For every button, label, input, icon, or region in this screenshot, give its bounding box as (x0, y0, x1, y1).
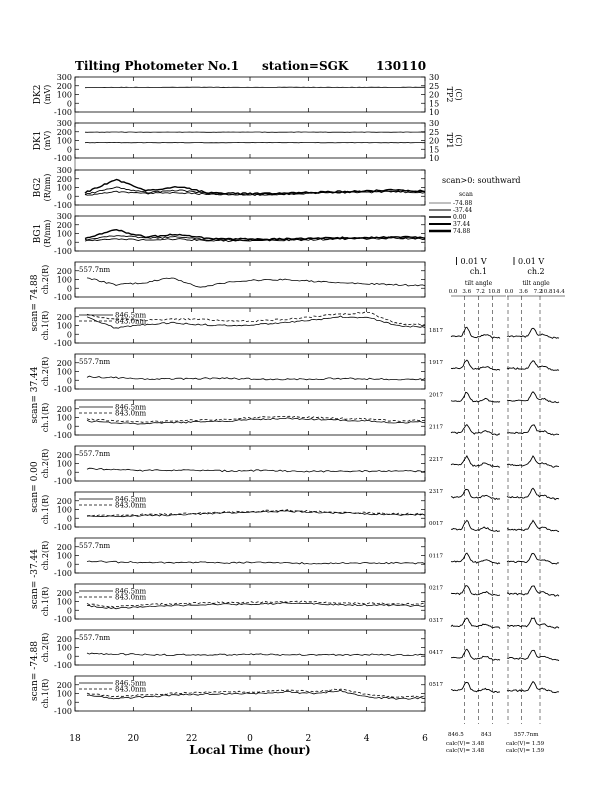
panel-frame (75, 77, 425, 112)
chart-title: Tilting Photometer No.1 (75, 59, 240, 73)
series-line (87, 561, 425, 564)
y-tick-label: 0 (66, 99, 72, 109)
scan-time-label: 2017 (429, 392, 443, 399)
y-tick-label: -100 (54, 108, 72, 117)
legend-label: 846.5nm (115, 495, 147, 504)
scan-profile-line (451, 456, 500, 467)
panel-s5_ch2 (30, 630, 425, 701)
y-axis-label: ch.2(R) (41, 356, 50, 387)
panel-bg1 (33, 212, 425, 256)
calc-value-label: calc(V)= 1.59 (506, 748, 545, 754)
y-tick-label: 200 (56, 588, 72, 598)
y-tick-label: 200 (56, 312, 72, 322)
y-tick-label: 100 (56, 459, 72, 469)
y-axis-label: ch.1(R) (41, 494, 50, 525)
right-axis-unit: (C) (454, 88, 463, 101)
y-tick-label: 200 (56, 81, 72, 91)
panel-frame (75, 354, 425, 389)
y-axis-unit: (R/nm) (43, 173, 52, 202)
y-tick-label: 200 (56, 450, 72, 460)
right-tick-label: 10 (429, 108, 440, 117)
panel-s3_ch1 (41, 492, 425, 532)
y-tick-label: 100 (56, 183, 72, 193)
series-line (85, 87, 425, 88)
y-tick-label: 0 (66, 652, 72, 662)
x-tick-label: 2 (305, 734, 312, 744)
series-line (85, 187, 425, 195)
scan-group-label: scan= -37.44 (30, 548, 40, 610)
scan-group-label: scan= 74.88 (30, 274, 40, 332)
scan-profile-line (507, 328, 559, 338)
panel-frame (75, 170, 425, 205)
y-axis-label: ch.2(R) (41, 448, 50, 479)
y-tick-label: 100 (56, 367, 72, 377)
scan-time-label: 0217 (429, 585, 443, 592)
scan-time-label: 0017 (429, 521, 443, 528)
scan-profile-line (451, 425, 500, 435)
y-tick-label: 200 (56, 266, 72, 276)
y-tick-label: -100 (54, 154, 72, 163)
right-axis-label: TP2 (445, 86, 454, 103)
scan-profile-line (451, 553, 500, 564)
channel-name: ch.2 (527, 267, 545, 276)
y-tick-label: 100 (56, 505, 72, 515)
y-tick-label: 0 (66, 422, 72, 432)
right-tick-label: 25 (429, 127, 440, 137)
bottom-wavelength-label: 843 (481, 732, 492, 738)
x-tick-label: 6 (422, 734, 428, 744)
series-line (85, 142, 425, 143)
right-tick-label: 25 (429, 81, 440, 91)
y-tick-label: 300 (56, 73, 72, 82)
legend-label: 846.5nm (115, 587, 147, 596)
y-tick-label: 0 (66, 560, 72, 570)
tilt-tick-label: 3.6 (462, 289, 472, 295)
scan-profile-line (451, 489, 500, 499)
right-axis-label: TP1 (445, 132, 454, 149)
y-tick-label: 0 (66, 330, 72, 340)
y-tick-label: -100 (54, 293, 72, 302)
legend-label: 843.0nm (115, 593, 147, 602)
scan-profile-line (507, 586, 559, 596)
y-tick-label: -100 (54, 707, 72, 716)
y-tick-label: 200 (56, 680, 72, 690)
panel-frame (75, 446, 425, 481)
y-tick-label: -100 (54, 523, 72, 532)
panel-s1_ch1 (41, 308, 425, 348)
y-axis-unit: (R/nm) (43, 219, 52, 248)
scan-time-label: 2217 (429, 456, 443, 463)
y-tick-label: 0 (66, 514, 72, 524)
scan-legend-label: 0.00 (453, 214, 467, 221)
calc-value-label: calc(V)= 3.48 (446, 748, 485, 754)
scan-profile-line (507, 392, 559, 403)
y-tick-label: 300 (56, 119, 72, 128)
series-line (87, 376, 425, 380)
scan-time-label: 1817 (429, 328, 443, 334)
scan-group-label: scan= 0.00 (30, 461, 40, 513)
scan-time-label: 0417 (429, 650, 443, 656)
tilt-angle-label: tilt angle (464, 280, 493, 287)
y-axis-label: ch.2(R) (41, 632, 50, 663)
y-tick-label: 0 (66, 698, 72, 708)
panel-frame (75, 123, 425, 158)
y-axis-label: ch.1(R) (41, 586, 50, 617)
y-tick-label: -100 (54, 661, 72, 670)
scan-legend-label: 74.88 (453, 228, 471, 235)
y-tick-label: 200 (56, 634, 72, 644)
scan-profile-line (451, 682, 500, 692)
scan-profile-line (507, 488, 559, 499)
scan-time-label: 2117 (429, 424, 443, 431)
date-label: 130110 (376, 59, 427, 73)
channel-scale: 0.01 V (460, 257, 487, 266)
y-tick-label: 300 (56, 166, 72, 175)
tilt-tick-label: 7.2 (533, 289, 543, 295)
tilt-tick-label: 0.0 (504, 289, 514, 295)
x-tick-label: 4 (363, 734, 370, 744)
scan-profile-line (507, 361, 559, 371)
y-tick-label: 0 (66, 238, 72, 248)
y-axis-label: DK1 (33, 130, 43, 151)
y-tick-label: -100 (54, 247, 72, 256)
panel-s3_ch2 (30, 446, 425, 513)
legend-label: 846.5nm (115, 679, 147, 688)
tilt-tick-label: 10.8 (488, 289, 501, 295)
scan-profile-line (451, 392, 500, 402)
panel-s4_ch1 (41, 584, 425, 624)
scan-time-label: 1917 (429, 360, 443, 367)
scan-profile-line (507, 520, 559, 531)
y-tick-label: 0 (66, 192, 72, 202)
wavelength-annotation: 557.7nm (79, 266, 111, 274)
scan-group-label: scan= 37.44 (30, 366, 40, 424)
series-line (87, 278, 425, 287)
scan-profile-line (507, 456, 559, 467)
scan-profile-line (451, 327, 500, 338)
scan-profile-line (507, 553, 559, 564)
legend-label: 846.5nm (115, 311, 147, 320)
calc-value-label: calc(V)= 3.48 (446, 741, 485, 747)
panel-frame (75, 538, 425, 573)
scan-legend-label: -37.44 (453, 207, 473, 214)
y-tick-label: 100 (56, 136, 72, 146)
tilt-tick-label: 0.0 (448, 289, 458, 295)
channel-scale: 0.01 V (518, 257, 545, 266)
scan-time-label: 0117 (429, 553, 443, 560)
y-tick-label: 0 (66, 284, 72, 294)
y-tick-label: 0 (66, 376, 72, 386)
y-tick-label: 200 (56, 127, 72, 137)
series-line (87, 468, 425, 472)
y-tick-label: 200 (56, 174, 72, 184)
series-line (87, 510, 425, 517)
y-axis-label: BG2 (33, 177, 43, 198)
panel-dk2 (33, 73, 463, 117)
y-tick-label: 0 (66, 468, 72, 478)
y-tick-label: -100 (54, 477, 72, 486)
y-tick-label: -100 (54, 339, 72, 348)
x-tick-label: 22 (185, 734, 198, 744)
y-tick-label: 0 (66, 145, 72, 155)
y-tick-label: 100 (56, 551, 72, 561)
y-axis-label: BG1 (33, 223, 43, 244)
panel-frame (75, 262, 425, 297)
scan-time-label: 2317 (429, 489, 443, 495)
y-axis-label: DK2 (33, 84, 43, 105)
right-tick-label: 20 (429, 90, 440, 100)
right-tick-label: 10 (429, 154, 440, 163)
y-tick-label: -100 (54, 385, 72, 394)
panel-frame (75, 630, 425, 665)
y-tick-label: 200 (56, 404, 72, 414)
scan-profile-line (451, 618, 500, 629)
y-axis-label: ch.2(R) (41, 540, 50, 571)
scan-profile-line (451, 586, 500, 596)
legend-label: 843.0nm (115, 317, 147, 326)
y-tick-label: 100 (56, 689, 72, 699)
scan-profile-panel (429, 176, 565, 754)
panel-s5_ch1 (41, 676, 425, 716)
y-axis-label: ch.1(R) (41, 402, 50, 433)
y-tick-label: 100 (56, 321, 72, 331)
y-tick-label: -100 (54, 615, 72, 624)
tilt-tick-label: 3.6 (519, 289, 528, 295)
wavelength-annotation: 557.7nm (79, 358, 111, 366)
scan-time-label: 0517 (429, 682, 443, 689)
scan-profile-line (507, 650, 559, 660)
y-tick-label: 100 (56, 597, 72, 607)
y-tick-label: 100 (56, 275, 72, 285)
right-tick-label: 20 (429, 136, 440, 146)
scan-legend-label: -74.88 (453, 200, 473, 207)
y-axis-label: ch.1(R) (41, 310, 50, 341)
legend-label: 846.5nm (115, 403, 147, 412)
series-line (87, 653, 425, 656)
y-axis-label: ch.2(R) (41, 264, 50, 295)
scan-profile-line (451, 520, 500, 531)
right-tick-label: 30 (429, 119, 440, 128)
right-tick-label: 15 (429, 99, 440, 109)
y-tick-label: 300 (56, 212, 72, 221)
y-tick-label: 100 (56, 90, 72, 100)
y-tick-label: 200 (56, 496, 72, 506)
right-axis-unit: (C) (454, 134, 463, 147)
y-tick-label: 100 (56, 413, 72, 423)
wavelength-annotation: 557.7nm (79, 634, 111, 642)
panel-s4_ch2 (30, 538, 425, 609)
scan-profile-line (451, 360, 500, 370)
scan-profile-line (451, 649, 500, 660)
x-tick-label: 0 (247, 734, 253, 744)
bottom-wavelength-label: 557.7nm (514, 732, 539, 738)
tilt-tick-label: 10.814.4 (540, 289, 565, 295)
y-axis-unit: (mV) (43, 130, 52, 151)
bottom-wavelength-label: 846.5 (448, 732, 464, 738)
x-axis-label: Local Time (hour) (189, 743, 311, 757)
legend-label: 843.0nm (115, 685, 147, 694)
wavelength-annotation: 557.7nm (79, 542, 111, 550)
calc-value-label: calc(V)= 1.59 (506, 741, 545, 747)
scan-note: scan>0: southward (442, 176, 521, 185)
scan-profile-line (507, 682, 559, 693)
y-tick-label: -100 (54, 431, 72, 440)
legend-label: 843.0nm (115, 501, 147, 510)
scan-time-label: 0317 (429, 617, 443, 624)
channel-name: ch.1 (469, 267, 488, 276)
y-tick-label: 200 (56, 358, 72, 368)
y-tick-label: 100 (56, 229, 72, 239)
tilt-angle-label: tilt angle (522, 280, 550, 287)
panel-s2_ch1 (41, 400, 425, 440)
scan-legend-label: 37.44 (453, 221, 471, 228)
scan-profile-line (507, 618, 559, 628)
y-axis-unit: (mV) (43, 84, 52, 105)
scan-profile-line (507, 425, 559, 435)
panel-stack (30, 73, 463, 716)
y-axis-label: ch.1(R) (41, 678, 50, 709)
scan-legend-title: scan (459, 191, 473, 198)
y-tick-label: 200 (56, 542, 72, 552)
x-tick-label: 18 (69, 734, 81, 744)
y-tick-label: 0 (66, 606, 72, 616)
x-tick-label: 20 (127, 734, 140, 744)
series-line (87, 418, 425, 424)
right-tick-label: 30 (429, 73, 440, 82)
tilt-tick-label: 7.2 (476, 289, 485, 295)
panel-bg2 (33, 166, 425, 210)
legend-label: 843.0nm (115, 409, 147, 418)
station-label: station=SGK (262, 59, 349, 73)
y-tick-label: -100 (54, 569, 72, 578)
y-tick-label: 200 (56, 220, 72, 230)
wavelength-annotation: 557.7nm (79, 450, 111, 458)
y-tick-label: 100 (56, 643, 72, 653)
panel-dk1 (33, 119, 463, 163)
y-tick-label: -100 (54, 201, 72, 210)
right-tick-label: 15 (429, 145, 440, 155)
scan-group-label: scan= -74.88 (30, 640, 40, 702)
